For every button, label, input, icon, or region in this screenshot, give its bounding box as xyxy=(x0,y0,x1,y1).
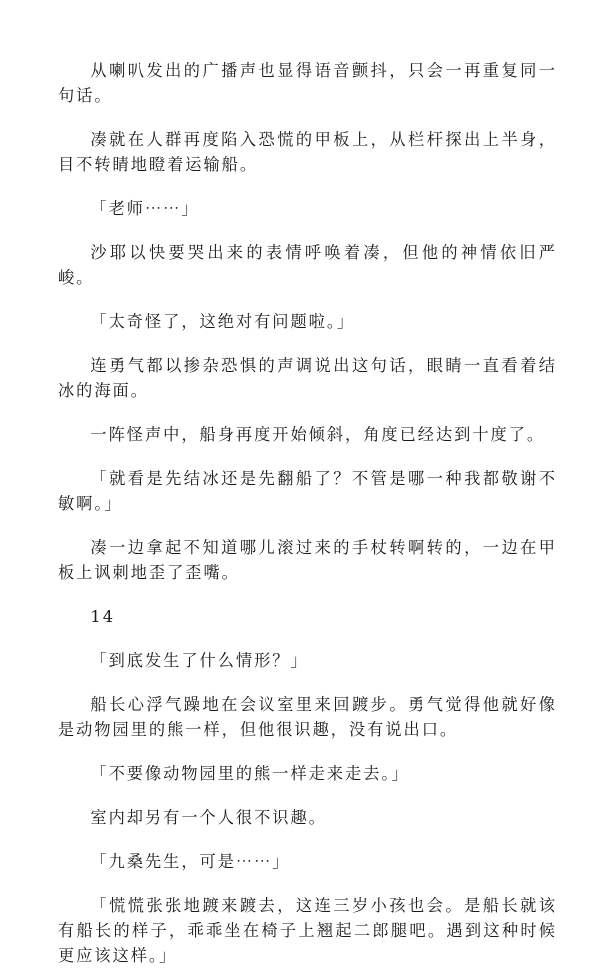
paragraph: 凑就在人群再度陷入恐慌的甲板上，从栏杆探出上半身，目不转睛地瞪着运输船。 xyxy=(58,130,557,174)
paragraph: 一阵怪声中，船身再度开始倾斜，角度已经达到十度了。 xyxy=(90,425,546,444)
paragraph: 凑一边拿起不知道哪儿滚过来的手杖转啊转的，一边在甲板上讽刺地歪了歪嘴。 xyxy=(58,538,557,582)
paragraph: 船长心浮气躁地在会议室里来回踱步。勇气觉得他就好像是动物园里的熊一样，但他很识趣，没有说出口。 xyxy=(58,695,557,739)
dialogue-line: 「太奇怪了，这绝对有问题啦。」 xyxy=(90,312,356,331)
dialogue-line: 「九桑先生，可是⋯⋯」 xyxy=(90,852,291,871)
paragraph: 室内却另有一个人很不识趣。 xyxy=(90,808,327,827)
dialogue-line: 「到底发生了什么情形？」 xyxy=(90,651,309,670)
paragraph: 连勇气都以掺杂恐惧的声调说出这句话，眼睛一直看着结冰的海面。 xyxy=(58,356,557,400)
dialogue-line: 「不要像动物园里的熊一样走来走去。」 xyxy=(90,764,410,783)
paragraph: 沙耶以快要哭出来的表情呼唤着凑，但他的神情依旧严峻。 xyxy=(58,243,557,287)
section-number: 14 xyxy=(90,607,115,626)
dialogue-line: 「老师⋯⋯」 xyxy=(90,199,200,218)
paragraph: 从喇叭发出的广播声也显得语音颤抖，只会一再重复同一句话。 xyxy=(58,61,557,105)
dialogue-line: 「就看是先结冰还是先翻船了？不管是哪一种我都敬谢不敏啊。」 xyxy=(58,469,557,513)
dialogue-line: 「慌慌张张地踱来踱去，这连三岁小孩也会。是船长就该有船长的样子，乖乖坐在椅子上翘起二郎腿吧。遇到这种时候更应该这样。」 xyxy=(58,896,557,965)
